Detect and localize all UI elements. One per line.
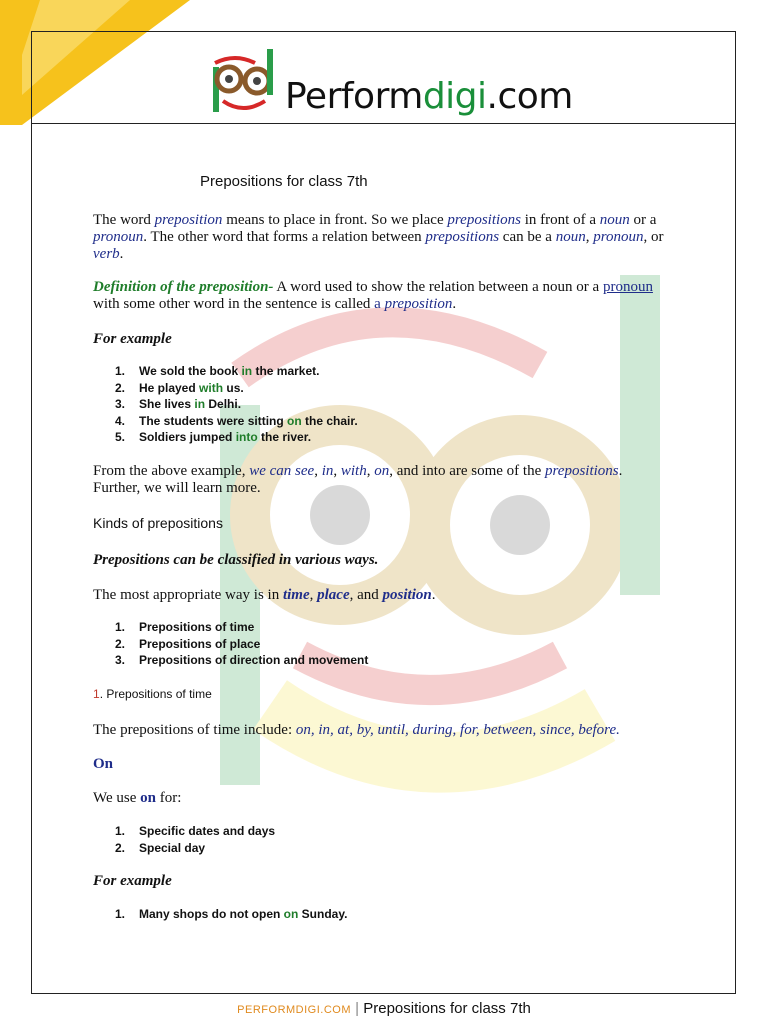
list-item: 2. Special day	[115, 840, 206, 855]
list-item: 1. Specific dates and days	[115, 824, 276, 838]
pronoun-link[interactable]: pronoun	[602, 279, 653, 295]
pd-logo-icon	[205, 45, 290, 117]
uses-list	[115, 823, 275, 856]
for-example-heading: For example	[93, 331, 172, 347]
on-heading: On	[93, 756, 114, 772]
appropriate-paragraph: The most appropriate way is in time, place, and position.	[93, 587, 436, 603]
footer-site-link[interactable]: PERFORMDIGI.COM	[237, 1004, 352, 1016]
brand-name: Performdigi.com	[285, 76, 573, 117]
list-item: 5. Soldiers jumped into the river.	[115, 430, 312, 445]
summary-paragraph: From the above example, we can see, in, with, on, and into are some of the prepositions. Further, we will learn more.	[93, 463, 623, 496]
list-item: 2. He played with us.	[115, 380, 244, 395]
time-include-paragraph: The prepositions of time include: on, in, at, by, until, during, for, between, since, before.	[93, 722, 620, 738]
list-item: 3. Prepositions of direction and movement	[115, 653, 369, 668]
list-item: 1. Prepositions of time	[115, 620, 255, 634]
list-item: 1. Many shops do not open on Sunday.	[115, 907, 348, 921]
list-item: 1. We sold the book in the market.	[115, 364, 320, 378]
section-time-heading: 1. Prepositions of time	[93, 687, 212, 701]
kinds-heading: Kinds of prepositions	[93, 515, 223, 531]
for-example-heading-2: For example	[93, 873, 172, 889]
classified-text: Prepositions can be classified in various ways.	[93, 552, 379, 568]
kinds-list	[115, 619, 368, 669]
list-item: 3. She lives in Delhi.	[115, 397, 242, 412]
definition-paragraph: Definition of the preposition- A word used to show the relation between a noun or a pronoun with some other word in the sentence is called a preposition.	[93, 279, 653, 312]
list-item: 4. The students were sitting on the chair.	[115, 413, 358, 428]
we-use-paragraph: We use on for:	[93, 790, 182, 806]
intro-paragraph: The word preposition means to place in front. So we place prepositions in front of a noun or a pronoun. The other word that forms a relation between prepositions can be a noun, pronoun, or verb.	[93, 212, 664, 262]
page-footer: PERFORMDIGI.COM | Prepositions for class 7th	[237, 1000, 531, 1017]
on-examples-list	[115, 906, 347, 923]
list-item: 2. Prepositions of place	[115, 636, 261, 651]
examples-list	[115, 363, 358, 446]
document-title: Prepositions for class 7th	[200, 173, 368, 190]
header-divider	[31, 123, 736, 124]
